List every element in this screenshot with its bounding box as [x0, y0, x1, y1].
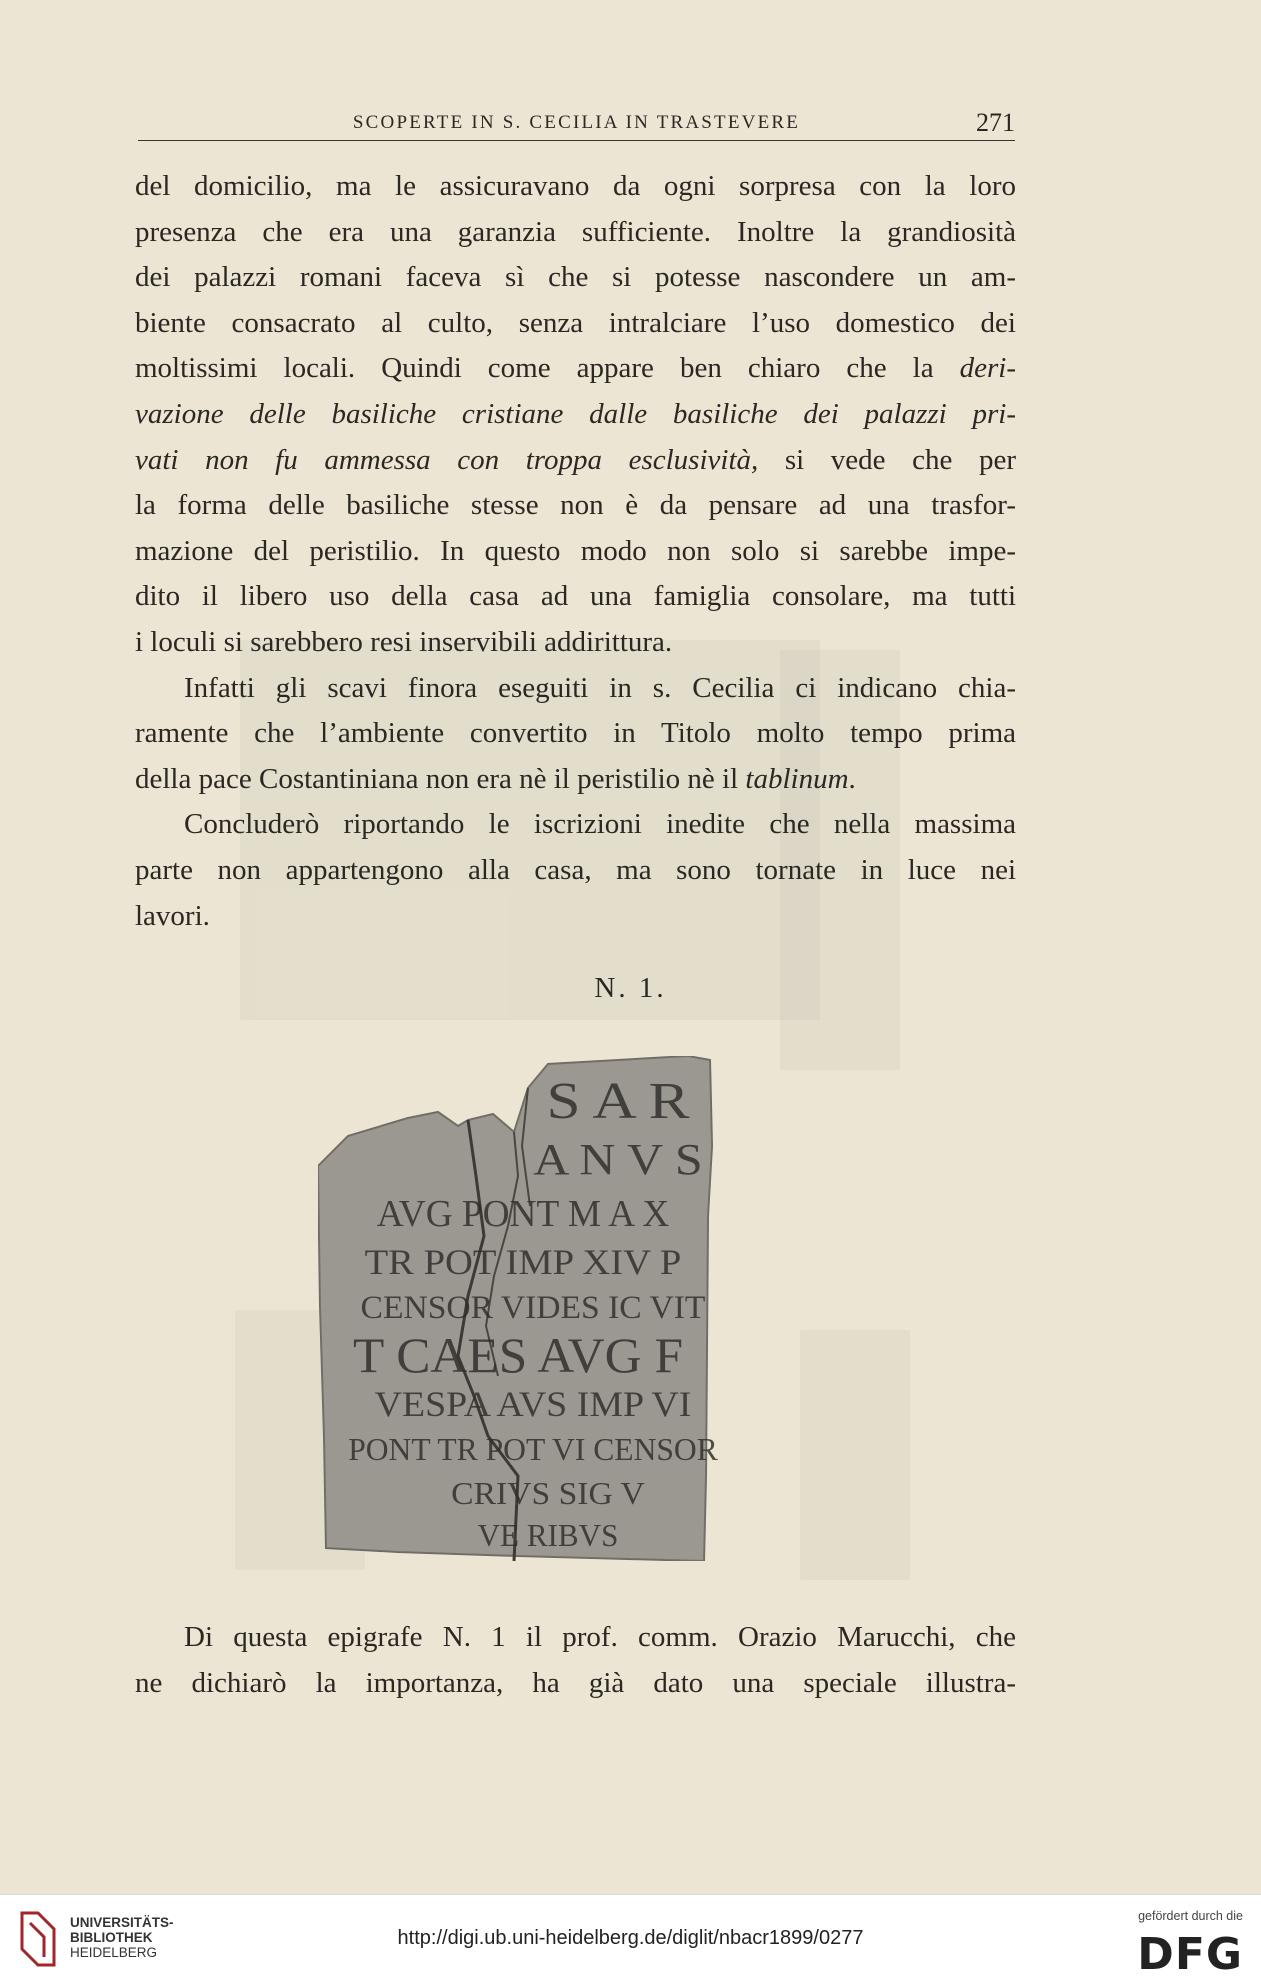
inscription-line: VESPA AVS IMP VI — [374, 1384, 692, 1424]
italic-text: tablinum — [745, 762, 849, 795]
inscription-line: S A R — [546, 1073, 690, 1130]
digitization-footer — [0, 1894, 1261, 1983]
continuation-text — [135, 1614, 1016, 1705]
running-header — [138, 106, 1015, 141]
inscription-line: CRIVS SIG V — [451, 1475, 645, 1511]
inscription-line: A N V S — [533, 1135, 703, 1184]
text-segment: si vede che per — [758, 443, 1016, 476]
text-line: lavori. — [135, 899, 210, 932]
text-line: la forma delle basiliche stesse non è da pensare ad una trasfor- — [135, 489, 1016, 522]
text-line: dito il libero uso della casa ad una famiglia consolare, ma tutti — [135, 580, 1016, 613]
library-line: UNIVERSITÄTS- — [70, 1915, 174, 1930]
text-line: Concluderò riportando le iscrizioni inedite che nella massima — [184, 808, 1016, 841]
inscription-line: T CAES AVG F — [353, 1327, 683, 1383]
text-line — [135, 757, 1016, 803]
text-line: Infatti gli scavi finora eseguiti in s. Cecilia ci indicano chia- — [184, 671, 1016, 704]
text-line — [135, 346, 1016, 392]
text-line: dei palazzi romani faceva sì che si potesse nascondere un am- — [135, 261, 1016, 294]
text-line: presenza che era una garanzia sufficiente. Inoltre la grandiosità — [135, 215, 1016, 248]
text-line: mazione del peristilio. In questo modo non solo si sarebbe impe- — [135, 534, 1016, 567]
italic-text: vati non fu ammessa con troppa esclusività, — [135, 443, 759, 476]
dfg-logo: DFG — [1137, 1929, 1243, 1980]
library-line: BIBLIOTHEK — [70, 1930, 153, 1945]
italic-text: vazione delle basiliche cristiane dalle basiliche dei palazzi pri- — [135, 397, 1016, 430]
main-text — [135, 164, 1016, 939]
library-line: HEIDELBERG — [70, 1945, 158, 1960]
text-line: ramente che l’ambiente convertito in Titolo molto tempo prima — [135, 717, 1016, 750]
text-line: biente consacrato al culto, senza intralciare l’uso domestico dei — [135, 306, 1016, 339]
text-line: Di questa epigrafe N. 1 il prof. comm. Orazio Marucchi, che — [184, 1621, 1016, 1653]
text-segment: della pace Costantiniana non era nè il peristilio nè il — [135, 762, 746, 795]
figure-caption: N. 1. — [594, 972, 667, 1004]
text-line — [135, 438, 1016, 484]
text-line: del domicilio, ma le assicuravano da ogni sorpresa con la loro — [135, 170, 1016, 202]
funding-note: gefördert durch die — [1138, 1909, 1243, 1923]
inscription-line: PONT TR POT VI CENSOR — [348, 1431, 719, 1467]
italic-text: deri- — [959, 352, 1016, 385]
page-number: 271 — [976, 108, 1015, 137]
inscription-photo — [318, 1056, 821, 1561]
running-title: SCOPERTE IN S. CECILIA IN TRASTEVERE — [352, 112, 801, 133]
text-line — [135, 392, 1016, 438]
text-segment: . — [848, 762, 856, 795]
text-segment: moltissimi locali. Quindi come appare ben chiaro che la — [135, 352, 960, 385]
inscription-line: VE RIBVS — [477, 1517, 619, 1553]
inscription-line: CENSOR VIDES IC VIT — [360, 1290, 706, 1326]
inscription-line: TR POT IMP XIV P — [364, 1242, 682, 1282]
source-url-link[interactable]: http://digi.ub.uni-heidelberg.de/diglit/nbacr1899/0277 — [397, 1927, 864, 1949]
text-line: ne dichiarò la importanza, ha già dato una speciale illustra- — [135, 1666, 1016, 1699]
inscription-line: AVG PONT M A X — [376, 1193, 670, 1235]
text-line: i loculi si sarebbero resi inservibili addirittura. — [135, 625, 673, 658]
text-line: parte non appartengono alla casa, ma sono tornate in luce nei — [135, 853, 1016, 886]
